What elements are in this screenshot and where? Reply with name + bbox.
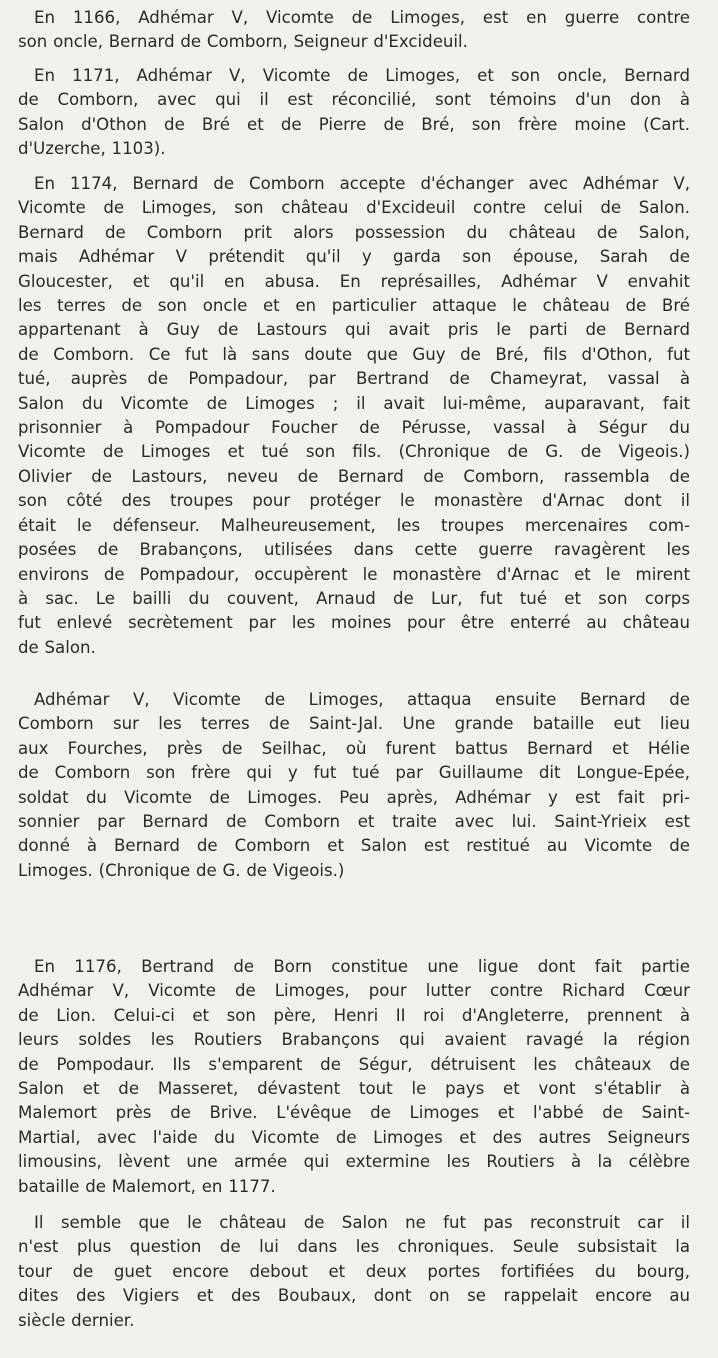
text-line: les terres de son oncle et en particulier attaque le château de Bré	[18, 296, 690, 316]
text-line: Vicomte de Limoges, son château d'Excideuil contre celui de Salon.	[18, 198, 690, 218]
text-line: Salon du Vicomte de Limoges ; il avait lui-même, auparavant, fait	[18, 393, 690, 413]
text-line: limousins, lèvent une armée qui extermine les Routiers à la célèbre	[18, 1152, 690, 1172]
text-line: environs de Pompadour, occupèrent le monastère d'Arnac et le mirent	[18, 564, 690, 584]
text-line: de Lion. Celui-ci et son père, Henri II roi d'Angleterre, prennent à	[18, 1005, 690, 1025]
text-line: n'est plus question de lui dans les chroniques. Seule subsistait la	[18, 1237, 690, 1257]
text-line: Gloucester, et qu'il en abusa. En représailles, Adhémar V envahit	[18, 271, 690, 291]
text-line: donné à Bernard de Comborn et Salon est restitué au Vicomte de	[18, 836, 690, 856]
text-line: dites des Vigiers et des Boubaux, dont on se rappelait encore au	[18, 1286, 690, 1306]
text-line: sonnier par Bernard de Comborn et traite avec lui. Saint-Yrieix est	[18, 812, 690, 832]
paragraph-1174	[18, 172, 690, 660]
text-line: de Comborn, avec qui il est réconcilié, sont témoins d'un don à	[18, 90, 690, 110]
text-line: Limoges. (Chronique de G. de Vigeois.)	[18, 860, 345, 880]
text-line: son oncle, Bernard de Comborn, Seigneur d'Excideuil.	[18, 32, 468, 52]
text-line: soldat du Vicomte de Limoges. Peu après, Adhémar y est fait pri-	[18, 787, 690, 807]
text-line: Malemort près de Brive. L'évêque de Limoges et l'abbé de Saint-	[18, 1103, 690, 1123]
text-line: leurs soldes les Routiers Brabançons qui avaient ravagé la région	[18, 1030, 690, 1050]
text-line: En 1174, Bernard de Comborn accepte d'échanger avec Adhémar V,	[34, 174, 690, 193]
text-line: En 1171, Adhémar V, Vicomte de Limoges, et son oncle, Bernard	[34, 66, 690, 85]
text-line: Salon et de Masseret, dévastent tout le pays et vont s'établir à	[18, 1079, 690, 1099]
paragraph-saint-jal-battle	[18, 688, 690, 883]
text-line: mais Adhémar V prétendit qu'il y garda son épouse, Sarah de	[18, 247, 690, 267]
text-line: Salon d'Othon de Bré et de Pierre de Bré, son frère moine (Cart.	[18, 114, 690, 134]
text-line: à sac. Le bailli du couvent, Arnaud de Lur, fut tué et son corps	[18, 588, 690, 608]
text-line: fut enlevé secrètement par les moines pour être enterré au château	[18, 613, 690, 633]
text-line: était le défenseur. Malheureusement, les troupes mercenaires com-	[18, 515, 690, 535]
text-line: appartenant à Guy de Lastours qui avait pris le parti de Bernard	[18, 320, 690, 340]
paragraph-chateau-not-rebuilt	[18, 1211, 690, 1333]
text-line: posées de Brabançons, utilisées dans cette guerre ravagèrent les	[18, 540, 690, 560]
text-line: Il semble que le château de Salon ne fut pas reconstruit car il	[34, 1213, 690, 1232]
text-line: Vicomte de Limoges et tué son fils. (Chronique de G. de Vigeois.)	[18, 442, 690, 462]
text-line: Adhémar V, Vicomte de Limoges, pour lutter contre Richard Cœur	[18, 981, 690, 1001]
text-line: tué, auprès de Pompadour, par Bertrand de Chameyrat, vassal à	[18, 369, 690, 389]
text-line: En 1176, Bertrand de Born constitue une ligue dont fait partie	[34, 957, 690, 976]
text-line: siècle dernier.	[18, 1310, 135, 1330]
text-line: de Comborn. Ce fut là sans doute que Guy de Bré, fils d'Othon, fut	[18, 344, 690, 364]
text-line: tour de guet encore debout et deux portes fortifiées du bourg,	[18, 1261, 690, 1281]
text-line: Comborn sur les terres de Saint-Jal. Une grande bataille eut lieu	[18, 714, 690, 734]
text-line: Olivier de Lastours, neveu de Bernard de Comborn, rassembla de	[18, 466, 690, 486]
text-line: Bernard de Comborn prit alors possession du château de Salon,	[18, 222, 690, 242]
text-line: d'Uzerche, 1103).	[18, 139, 166, 159]
paragraph-1171	[18, 64, 690, 162]
paragraph-1176	[18, 955, 690, 1199]
paragraph-1166	[18, 6, 690, 55]
text-line: En 1166, Adhémar V, Vicomte de Limoges, est en guerre contre	[34, 8, 690, 27]
text-line: de Comborn son frère qui y fut tué par Guillaume dit Longue-Epée,	[18, 763, 690, 783]
text-line: bataille de Malemort, en 1177.	[18, 1176, 276, 1196]
text-line: aux Fourches, près de Seilhac, où furent battus Bernard et Hélie	[18, 738, 690, 758]
text-line: de Pompodaur. Ils s'emparent de Ségur, détruisent les châteaux de	[18, 1054, 690, 1074]
text-line: Adhémar V, Vicomte de Limoges, attaqua ensuite Bernard de	[34, 690, 690, 709]
text-line: de Salon.	[18, 637, 96, 657]
text-line: Martial, avec l'aide du Vicomte de Limoges et des autres Seigneurs	[18, 1127, 690, 1147]
text-line: son côté des troupes pour protéger le monastère d'Arnac dont il	[18, 491, 690, 511]
text-line: prisonnier à Pompadour Foucher de Pérusse, vassal à Ségur du	[18, 418, 690, 438]
